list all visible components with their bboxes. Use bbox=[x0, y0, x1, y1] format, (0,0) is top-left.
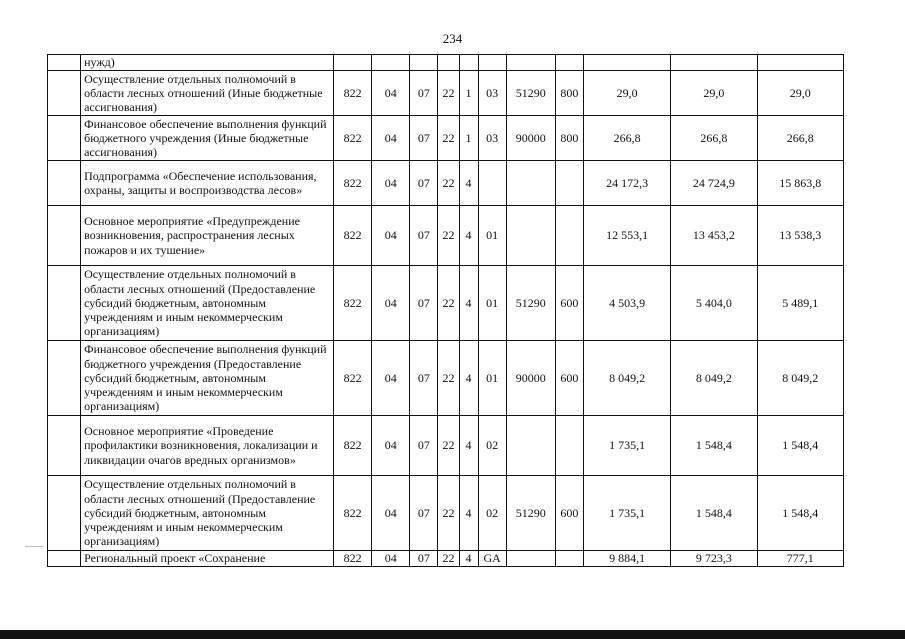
amount-year-2: 8 049,2 bbox=[671, 341, 757, 416]
event-code: 01 bbox=[478, 266, 506, 341]
table-row bbox=[48, 55, 844, 71]
expense-type-code bbox=[555, 206, 583, 266]
direction-code bbox=[506, 416, 555, 476]
amount-year-1: 9 884,1 bbox=[583, 551, 670, 567]
event-code: 03 bbox=[478, 116, 506, 161]
table-row bbox=[48, 161, 844, 206]
amount-year-3: 5 489,1 bbox=[757, 266, 843, 341]
row-indent-cell bbox=[48, 55, 81, 71]
row-indent-cell bbox=[48, 266, 81, 341]
subsection-code: 07 bbox=[410, 71, 438, 116]
amount-year-3: 29,0 bbox=[757, 71, 843, 116]
expense-type-code bbox=[555, 161, 583, 206]
amount-year-3 bbox=[757, 55, 843, 71]
subsection-code bbox=[410, 55, 438, 71]
row-name: Осуществление отдельных полномочий в области лесных отношений (Предоставление субсидий бюджетным, автономным учреждениям и иным некоммерческим организациям) bbox=[81, 476, 334, 551]
section-code: 04 bbox=[372, 416, 410, 476]
amount-year-2: 266,8 bbox=[671, 116, 757, 161]
budget-table bbox=[47, 54, 844, 567]
amount-year-3: 13 538,3 bbox=[757, 206, 843, 266]
scan-mark bbox=[25, 546, 43, 547]
scan-bottom-edge bbox=[0, 630, 905, 639]
program-code: 22 bbox=[438, 341, 459, 416]
amount-year-3: 777,1 bbox=[757, 551, 843, 567]
program-code: 22 bbox=[438, 71, 459, 116]
admin-code: 822 bbox=[334, 206, 372, 266]
row-name: Осуществление отдельных полномочий в области лесных отношений (Иные бюджетные ассигнования) bbox=[81, 71, 334, 116]
row-indent-cell bbox=[48, 341, 81, 416]
admin-code bbox=[334, 55, 372, 71]
section-code bbox=[372, 55, 410, 71]
event-code: 02 bbox=[478, 476, 506, 551]
row-indent-cell bbox=[48, 476, 81, 551]
program-code: 22 bbox=[438, 161, 459, 206]
admin-code: 822 bbox=[334, 116, 372, 161]
amount-year-3: 266,8 bbox=[757, 116, 843, 161]
direction-code bbox=[506, 551, 555, 567]
amount-year-2: 5 404,0 bbox=[671, 266, 757, 341]
section-code: 04 bbox=[372, 266, 410, 341]
amount-year-2: 24 724,9 bbox=[671, 161, 757, 206]
subprogram-code: 4 bbox=[459, 266, 478, 341]
row-name: Основное мероприятие «Предупреждение возникновения, распространения лесных пожаров и их тушение» bbox=[81, 206, 334, 266]
subsection-code: 07 bbox=[410, 266, 438, 341]
program-code: 22 bbox=[438, 416, 459, 476]
table-row bbox=[48, 266, 844, 341]
amount-year-1: 266,8 bbox=[583, 116, 670, 161]
row-name: Подпрограмма «Обеспечение использования, охраны, защиты и воспроизводства лесов» bbox=[81, 161, 334, 206]
amount-year-1 bbox=[583, 55, 670, 71]
subprogram-code: 4 bbox=[459, 161, 478, 206]
section-code: 04 bbox=[372, 476, 410, 551]
expense-type-code: 600 bbox=[555, 476, 583, 551]
admin-code: 822 bbox=[334, 416, 372, 476]
program-code: 22 bbox=[438, 116, 459, 161]
row-indent-cell bbox=[48, 161, 81, 206]
amount-year-2: 9 723,3 bbox=[671, 551, 757, 567]
expense-type-code: 800 bbox=[555, 116, 583, 161]
table-row bbox=[48, 206, 844, 266]
row-name: нужд) bbox=[81, 55, 334, 71]
row-name: Финансовое обеспечение выполнения функций бюджетного учреждения (Предоставление субсидий бюджетным, автономным учреждениям и иным некоммерческим организациям) bbox=[81, 341, 334, 416]
row-indent-cell bbox=[48, 416, 81, 476]
event-code: 03 bbox=[478, 71, 506, 116]
event-code: 01 bbox=[478, 206, 506, 266]
program-code bbox=[438, 55, 459, 71]
amount-year-2: 29,0 bbox=[671, 71, 757, 116]
admin-code: 822 bbox=[334, 341, 372, 416]
subprogram-code: 4 bbox=[459, 341, 478, 416]
subprogram-code bbox=[459, 55, 478, 71]
subprogram-code: 4 bbox=[459, 206, 478, 266]
table-row bbox=[48, 71, 844, 116]
program-code: 22 bbox=[438, 206, 459, 266]
event-code bbox=[478, 161, 506, 206]
subprogram-code: 4 bbox=[459, 551, 478, 567]
subsection-code: 07 bbox=[410, 116, 438, 161]
row-name: Осуществление отдельных полномочий в области лесных отношений (Предоставление субсидий бюджетным, автономным учреждениям и иным некоммерческим организациям) bbox=[81, 266, 334, 341]
row-name: Региональный проект «Сохранение bbox=[81, 551, 334, 567]
row-indent-cell bbox=[48, 116, 81, 161]
direction-code: 90000 bbox=[506, 341, 555, 416]
subsection-code: 07 bbox=[410, 341, 438, 416]
subprogram-code: 1 bbox=[459, 116, 478, 161]
admin-code: 822 bbox=[334, 266, 372, 341]
subsection-code: 07 bbox=[410, 161, 438, 206]
amount-year-1: 29,0 bbox=[583, 71, 670, 116]
expense-type-code bbox=[555, 55, 583, 71]
amount-year-1: 1 735,1 bbox=[583, 416, 670, 476]
admin-code: 822 bbox=[334, 161, 372, 206]
direction-code bbox=[506, 161, 555, 206]
amount-year-1: 24 172,3 bbox=[583, 161, 670, 206]
direction-code: 51290 bbox=[506, 266, 555, 341]
program-code: 22 bbox=[438, 551, 459, 567]
subprogram-code: 1 bbox=[459, 71, 478, 116]
event-code: GA bbox=[478, 551, 506, 567]
expense-type-code: 600 bbox=[555, 266, 583, 341]
event-code bbox=[478, 55, 506, 71]
amount-year-3: 15 863,8 bbox=[757, 161, 843, 206]
amount-year-1: 1 735,1 bbox=[583, 476, 670, 551]
section-code: 04 bbox=[372, 116, 410, 161]
amount-year-2: 1 548,4 bbox=[671, 476, 757, 551]
direction-code: 90000 bbox=[506, 116, 555, 161]
table-row bbox=[48, 341, 844, 416]
expense-type-code: 800 bbox=[555, 71, 583, 116]
program-code: 22 bbox=[438, 476, 459, 551]
row-name: Основное мероприятие «Проведение профилактики возникновения, локализации и ликвидации очагов вредных организмов» bbox=[81, 416, 334, 476]
program-code: 22 bbox=[438, 266, 459, 341]
amount-year-3: 8 049,2 bbox=[757, 341, 843, 416]
subsection-code: 07 bbox=[410, 416, 438, 476]
table-row bbox=[48, 551, 844, 567]
row-indent-cell bbox=[48, 206, 81, 266]
subsection-code: 07 bbox=[410, 206, 438, 266]
direction-code bbox=[506, 55, 555, 71]
admin-code: 822 bbox=[334, 476, 372, 551]
table-row bbox=[48, 416, 844, 476]
expense-type-code: 600 bbox=[555, 341, 583, 416]
section-code: 04 bbox=[372, 161, 410, 206]
direction-code: 51290 bbox=[506, 476, 555, 551]
table-row bbox=[48, 116, 844, 161]
direction-code bbox=[506, 206, 555, 266]
subsection-code: 07 bbox=[410, 476, 438, 551]
row-indent-cell bbox=[48, 71, 81, 116]
table-row bbox=[48, 476, 844, 551]
row-indent-cell bbox=[48, 551, 81, 567]
event-code: 01 bbox=[478, 341, 506, 416]
section-code: 04 bbox=[372, 71, 410, 116]
page-number: 234 bbox=[442, 31, 463, 46]
direction-code: 51290 bbox=[506, 71, 555, 116]
amount-year-2 bbox=[671, 55, 757, 71]
amount-year-1: 8 049,2 bbox=[583, 341, 670, 416]
amount-year-3: 1 548,4 bbox=[757, 416, 843, 476]
section-code: 04 bbox=[372, 551, 410, 567]
section-code: 04 bbox=[372, 341, 410, 416]
amount-year-3: 1 548,4 bbox=[757, 476, 843, 551]
amount-year-2: 13 453,2 bbox=[671, 206, 757, 266]
section-code: 04 bbox=[372, 206, 410, 266]
expense-type-code bbox=[555, 551, 583, 567]
amount-year-1: 4 503,9 bbox=[583, 266, 670, 341]
amount-year-2: 1 548,4 bbox=[671, 416, 757, 476]
event-code: 02 bbox=[478, 416, 506, 476]
subprogram-code: 4 bbox=[459, 416, 478, 476]
expense-type-code bbox=[555, 416, 583, 476]
admin-code: 822 bbox=[334, 551, 372, 567]
admin-code: 822 bbox=[334, 71, 372, 116]
row-name: Финансовое обеспечение выполнения функций бюджетного учреждения (Иные бюджетные ассигнования) bbox=[81, 116, 334, 161]
subsection-code: 07 bbox=[410, 551, 438, 567]
subprogram-code: 4 bbox=[459, 476, 478, 551]
amount-year-1: 12 553,1 bbox=[583, 206, 670, 266]
